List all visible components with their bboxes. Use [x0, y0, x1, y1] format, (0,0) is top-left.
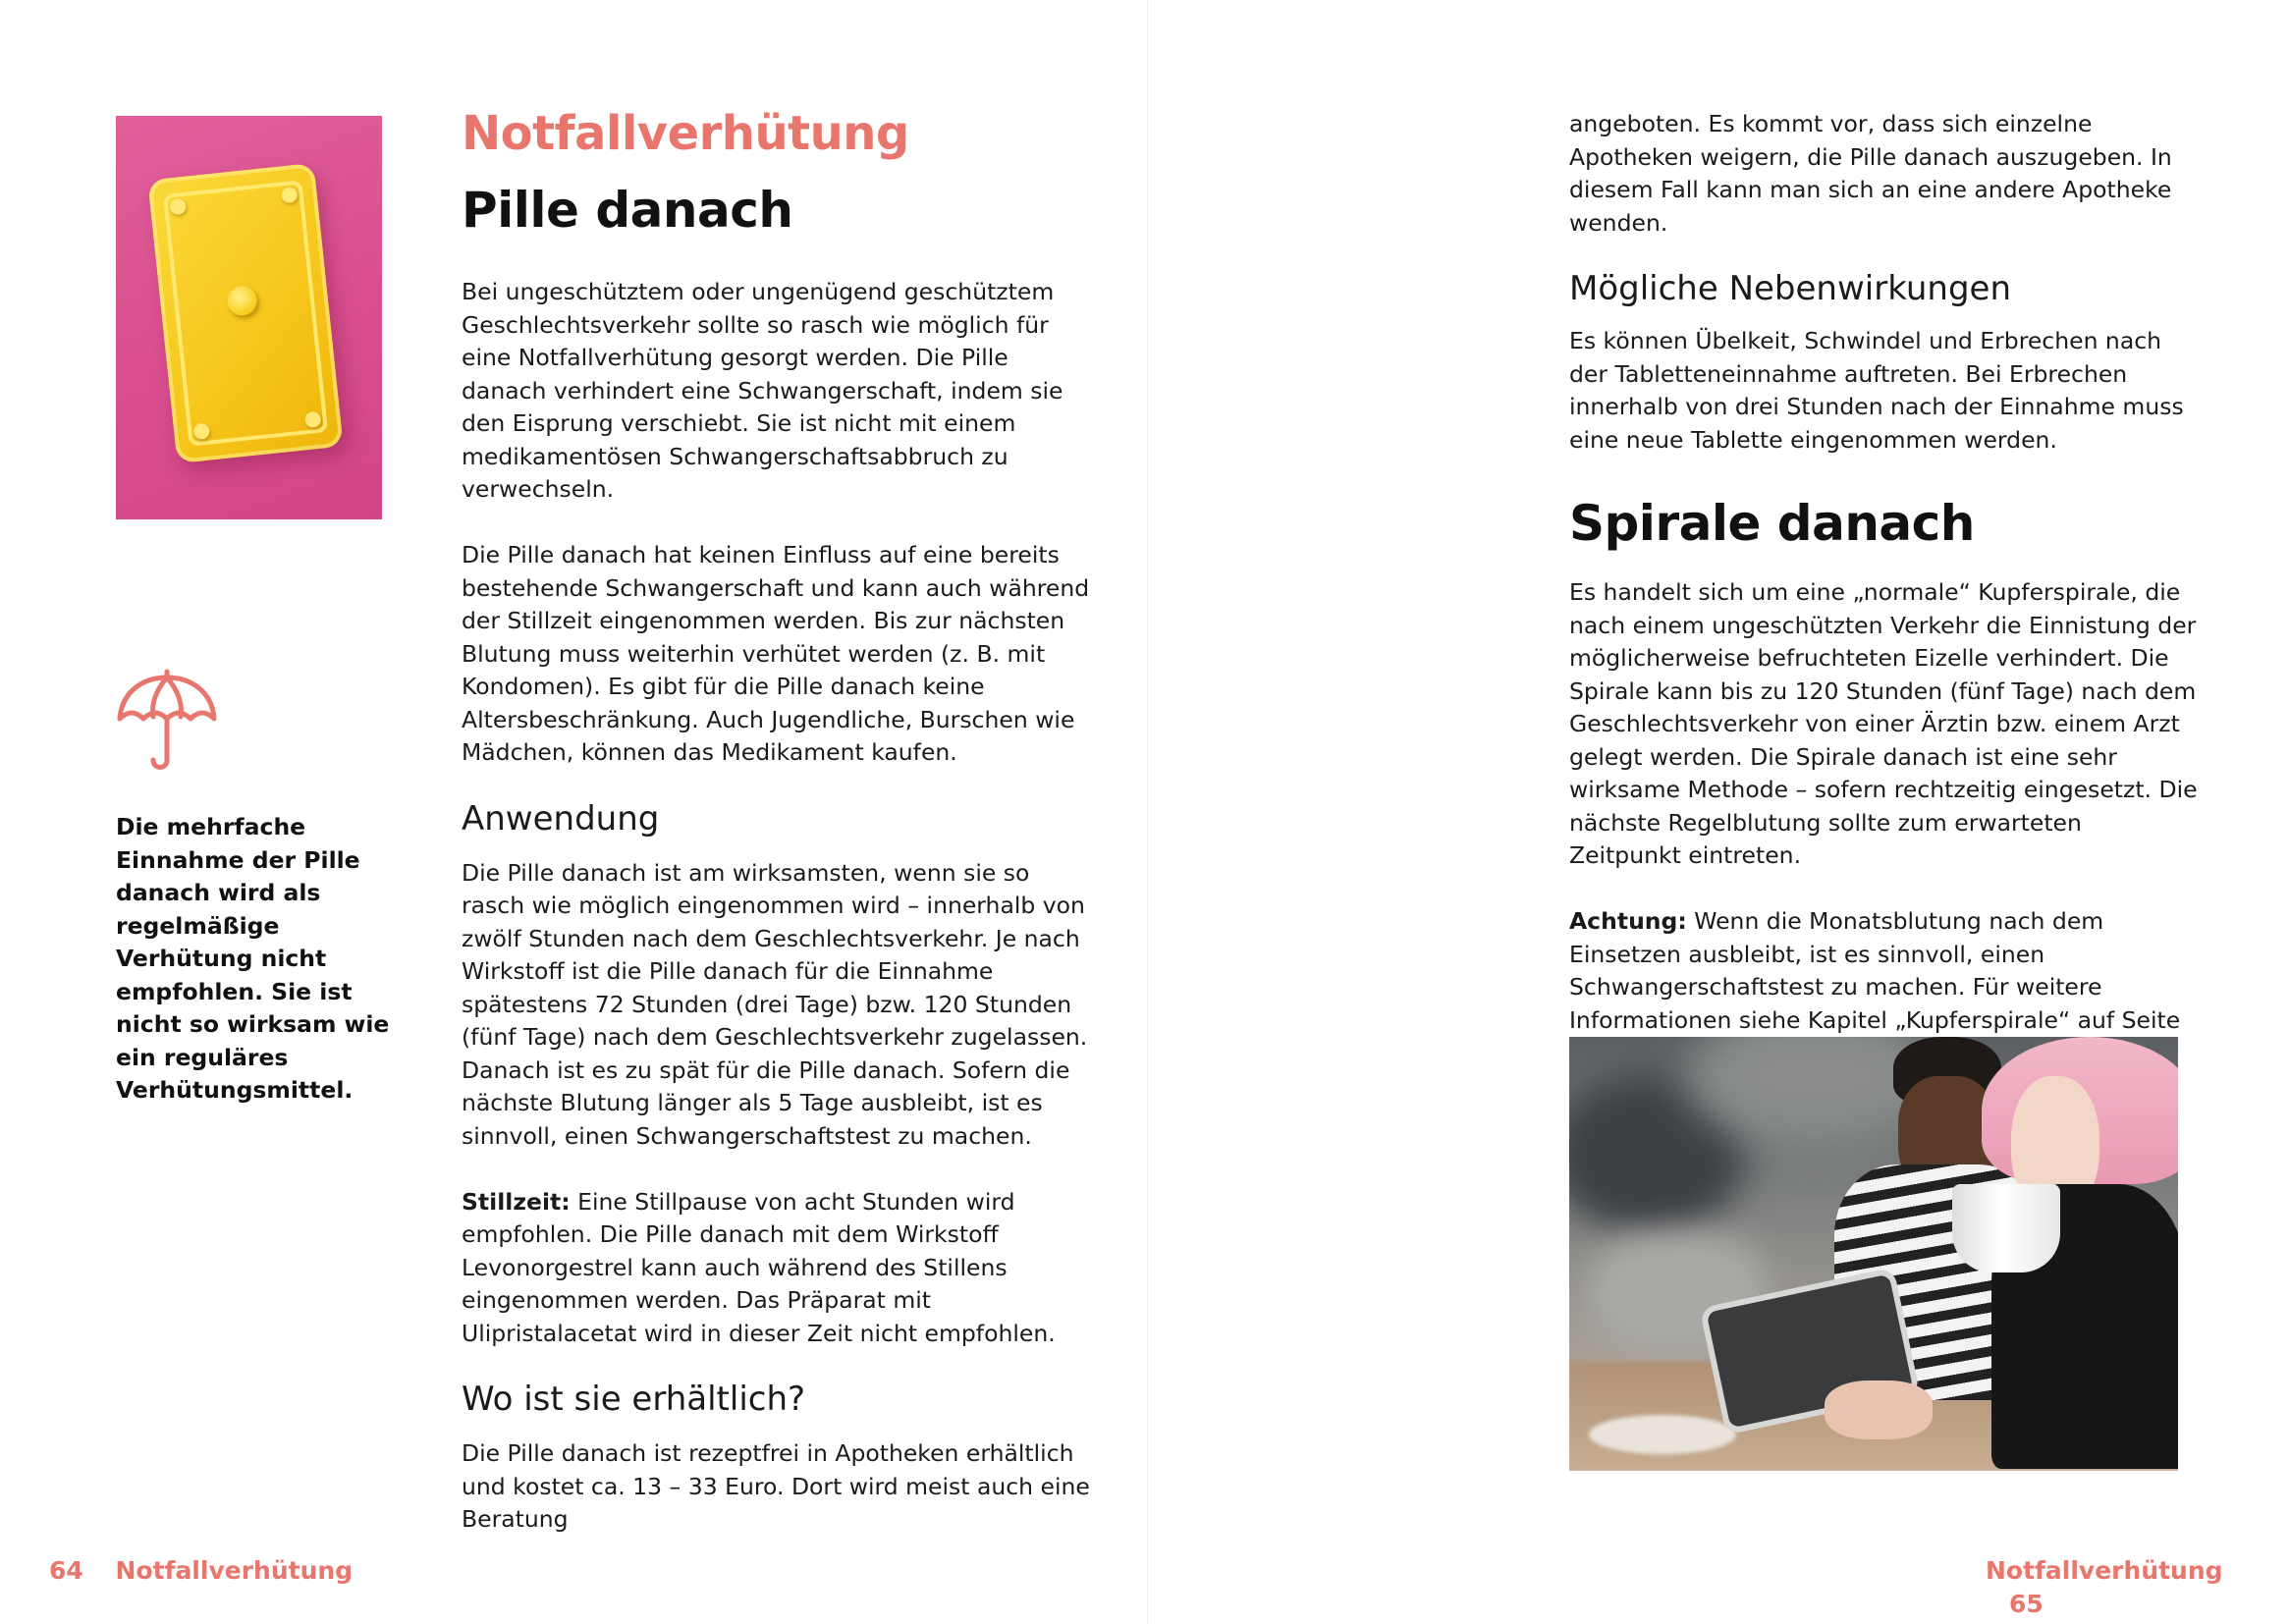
umbrella-icon: [116, 668, 218, 774]
footer-right: [1986, 1554, 2289, 1621]
side-note: Die mehrfache Einnahme der Pille danach wird als regelmäßige Verhütung nicht empfohlen. Sie ist nicht so wirksam wie ein reguläres Verhütungsmittel.: [116, 813, 390, 1104]
stillzeit-text: Eine Stillpause von acht Stunden wird empfohlen. Die Pille danach mit dem Wirkstoff Levonorgestrel kann auch während des Stillens eingenommen werden. Das Präparat mit Ulipristalacetat wird in dieser Zeit nicht empfohlen.: [462, 1187, 1056, 1347]
left-text-column: [462, 104, 1090, 1537]
footer-left: [49, 1554, 353, 1588]
people-cafe-photo: [1569, 1037, 2178, 1471]
heading-erhaeltlich: Wo ist sie erhältlich?: [462, 1380, 806, 1419]
footer-chapter-left: Notfallverhütung: [115, 1556, 354, 1585]
pill-blister-photo: [116, 116, 382, 519]
paragraph-stillzeit: [462, 1186, 1090, 1351]
page-number-right: 65: [2009, 1590, 2044, 1618]
page-number-left: 64: [49, 1556, 83, 1585]
paragraph-spirale: Es handelt sich um eine „normale“ Kupferspirale, die nach einem ungeschützten Verkehr die Einnistung der möglicherweise befruchteten Eizelle verhindert. Die Spirale kann bis zu 120 Stunden (fünf Tage) nach dem Geschlechtsverkehr von einer Ärztin bzw. einem Arzt gelegt werden. Die Spirale danach ist eine sehr wirksame Methode – sofern rechtzeitig eingesetzt. Die nächste Regelblutung sollte zum erwarteten Zeitpunkt eintreten.: [1569, 578, 2198, 869]
paragraph-nebenwirkungen: Es können Übelkeit, Schwindel und Erbrechen nach der Tabletteneinnahme auftreten. Bei Erbrechen innerhalb von drei Stunden nach der Einnahme muss eine neue Tablette eingenommen werden.: [1569, 327, 2184, 454]
footer-chapter-right: Notfallverhütung: [1986, 1556, 2223, 1585]
achtung-text: Wenn die Monatsblutung nach dem Einsetzen ausbleibt, ist es sinnvoll, einen Schwangerschaftstest zu machen. Für weitere Informationen siehe Kapitel „Kupferspirale“ auf Seite: [1569, 907, 2181, 1034]
paragraph-einfluss: Die Pille danach hat keinen Einfluss auf eine bereits bestehende Schwangerschaft und kann auch während der Stillzeit eingenommen werden. Bis zur nächsten Blutung muss weiterhin verhütet werden (z. B. mit Kondomen). Es gibt für die Pille danach keine Altersbeschränkung. Auch Jugendliche, Burschen wie Mädchen, können das Medikament kaufen.: [462, 541, 1090, 766]
paragraph-intro: Bei ungeschütztem oder ungenügend geschütztem Geschlechtsverkehr sollte so rasch wie möglich für eine Notfallverhütung gesorgt werden. Die Pille danach verhindert eine Schwangerschaft, indem sie den Eisprung verschiebt. Sie ist nicht mit einem medikamentösen Schwangerschaftsabbruch zu verwechseln.: [462, 278, 1063, 503]
title-spirale-danach: Spirale danach: [1569, 495, 1975, 552]
stillzeit-label: Stillzeit:: [462, 1187, 571, 1216]
heading-anwendung: Anwendung: [462, 798, 660, 839]
paragraph-erhaeltlich: Die Pille danach ist rezeptfrei in Apotheken erhältlich und kostet ca. 13 – 33 Euro. Dort wird meist auch eine Beratung: [462, 1439, 1090, 1533]
heading-nebenwirkungen: Mögliche Nebenwirkungen: [1569, 269, 2012, 308]
title-pille-danach: Pille danach: [462, 182, 793, 239]
right-text-column: [1569, 108, 2198, 1070]
achtung-label: Achtung:: [1569, 907, 1687, 935]
spread-divider: [1147, 0, 1148, 1624]
paragraph-anwendung: Die Pille danach ist am wirksamsten, wenn sie so rasch wie möglich eingenommen wird – innerhalb von zwölf Stunden nach dem Geschlechtsverkehr. Je nach Wirkstoff ist die Pille danach für die Einnahme spätestens 72 Stunden (drei Tage) bzw. 120 Stunden (fünf Tage) nach dem Geschlechtsverkehr zugelassen. Danach ist es zu spät für die Pille danach. Sofern die nächste Blutung länger als 5 Tage ausbleibt, ist es sinnvoll, einen Schwangerschaftstest zu machen.: [462, 858, 1088, 1150]
paragraph-continuation: angeboten. Es kommt vor, dass sich einzelne Apotheken weigern, die Pille danach auszugeben. In diesem Fall kann man sich an eine andere Apotheke wenden.: [1569, 110, 2172, 237]
section-label: Notfallverhütung: [462, 106, 909, 161]
blister-pack: [147, 163, 343, 463]
